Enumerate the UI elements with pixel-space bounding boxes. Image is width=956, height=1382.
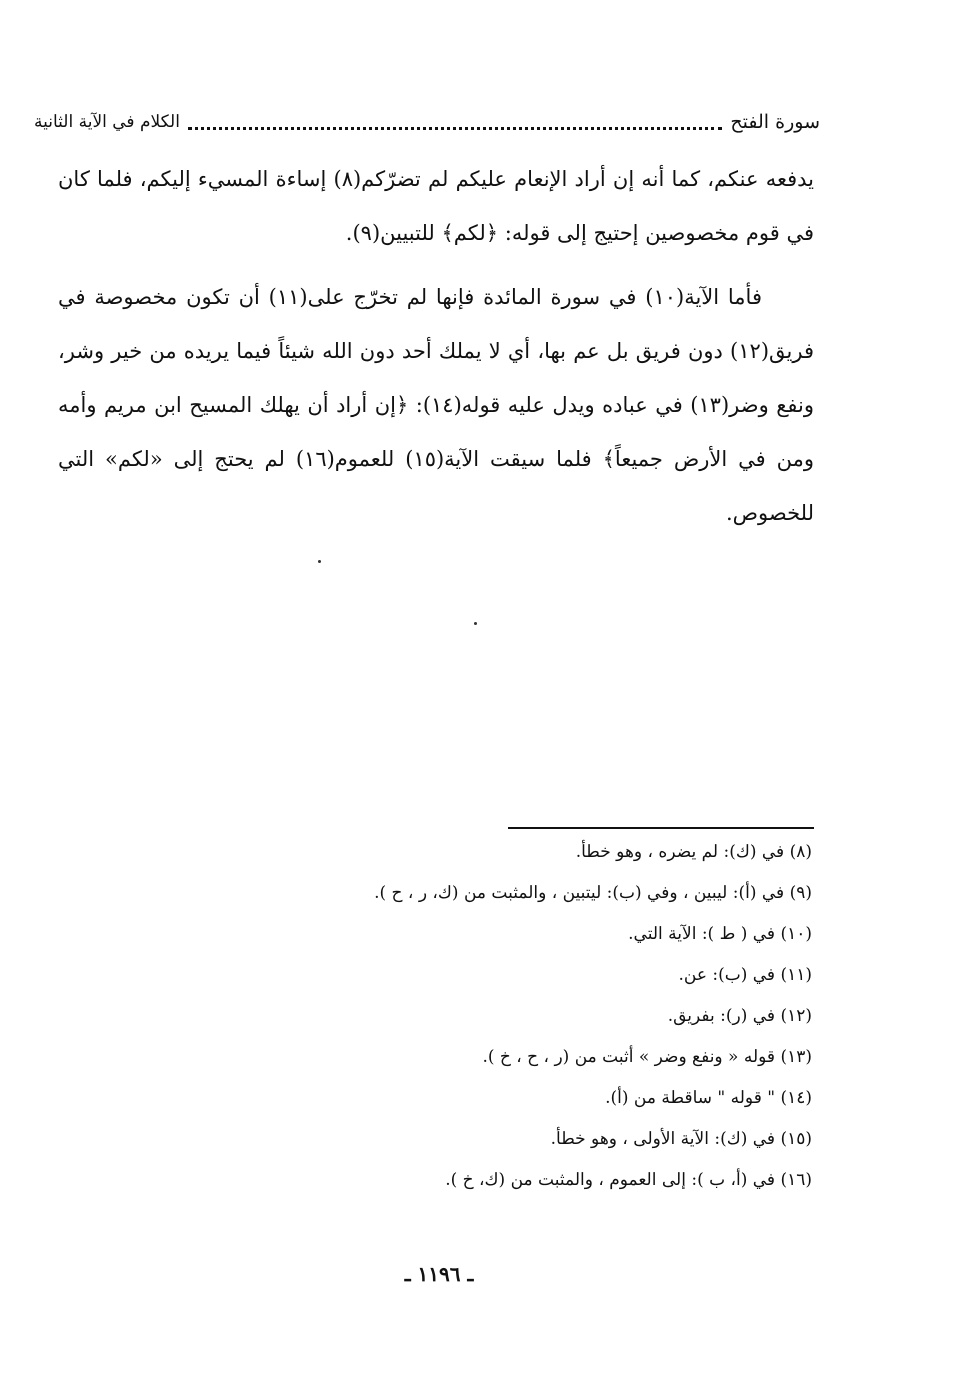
paragraph-1: يدفعه عنكم، كما أنه إن أراد الإنعام عليكم لم تضرّكم(٨) إساءة المسيء إليكم، فلما كان في قوم مخصوصين إحتيج إلى قوله: ﴿لكم﴾ للتبيين(٩). (58, 167, 814, 245)
scan-speck (474, 622, 477, 625)
footnote-10: (١٠) في ( ط ): الآية التي. (628, 924, 812, 944)
footnote-separator (508, 827, 814, 829)
footnote-16: (١٦) في (أ، ب ): إلى العموم ، والمثبت من (ك، خ ). (445, 1170, 812, 1190)
footnote-15: (١٥) في (ك): الآية الأولى ، وهو خطأ. (550, 1129, 812, 1149)
header-dot-leader (188, 115, 722, 130)
running-header (34, 104, 820, 140)
header-surah-title: سورة الفتح (730, 111, 820, 133)
header-chapter-title: الكلام في الآية الثانية (34, 112, 180, 132)
scan-speck (318, 560, 321, 563)
footnote-8: (٨) في (ك): لم يضره ، وهو خطأ. (575, 842, 812, 862)
footnotes-list (200, 832, 812, 1201)
main-text (58, 152, 814, 550)
footnote-12: (١٢) في (ر): بفريق. (667, 1006, 812, 1026)
footnote-13: (١٣) قوله « ونفع وضر » أثبت من (ر ، ح ، خ ). (482, 1047, 812, 1067)
footnote-9: (٩) في (أ): ليبين ، وفي (ب): ليتبين ، والمثبت من (ك، ر ، ح ). (374, 883, 812, 903)
page-number: ـ ١١٩٦ ـ (404, 1262, 474, 1286)
paragraph-2: فأما الآية(١٠) في سورة المائدة فإنها لم تخرّج على(١١) أن تكون مخصوصة في فريق(١٢) دون فريق بل عم بها، أي لا يملك أحد دون الله شيئاً فيما يريده من خير وشر، ونفع وضر(١٣) في عباده ويدل عليه قوله(١٤): ﴿إن أراد أن يهلك المسيح ابن مريم وأمه ومن في الأرض جميعاً﴾ فلما سيقت الآية(١٥) للعموم(١٦) لم يحتج إلى «لكم» التي للخصوص. (58, 285, 814, 525)
footnote-11: (١١) في (ب): عن. (678, 965, 812, 985)
footnote-14: (١٤) " قوله " ساقطة من (أ). (605, 1088, 812, 1108)
